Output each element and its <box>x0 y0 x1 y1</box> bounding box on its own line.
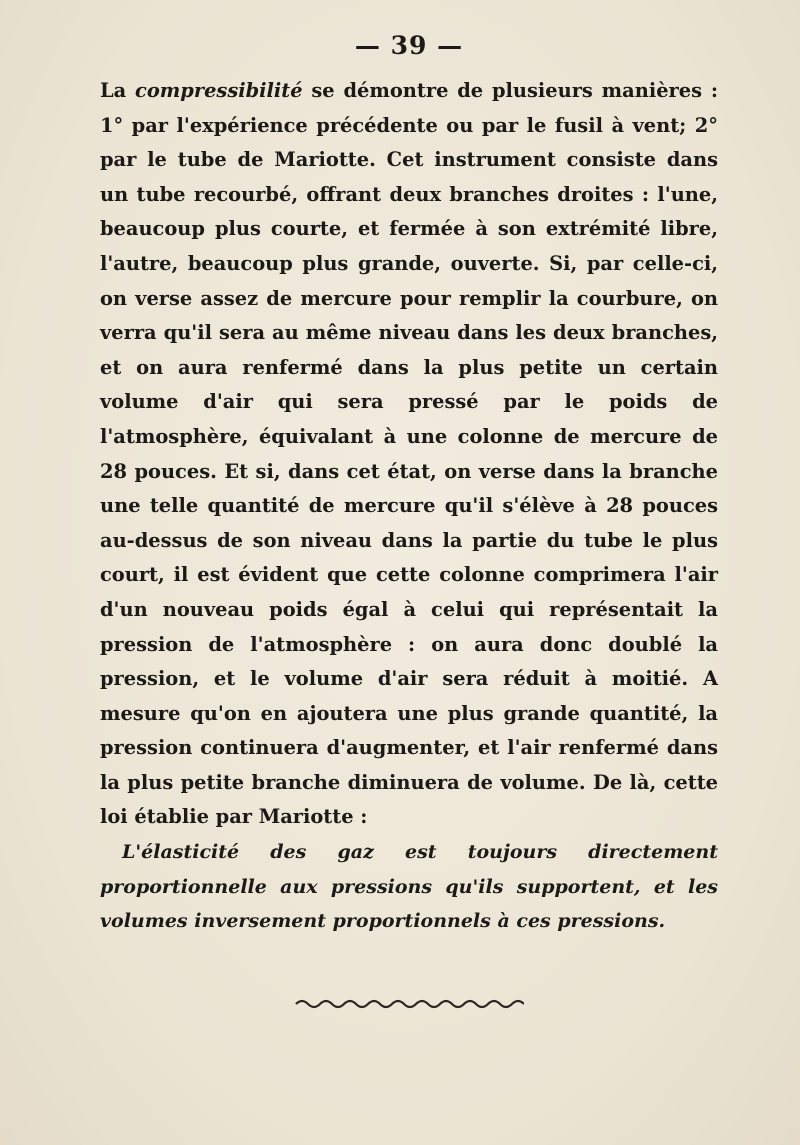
mariotte-law: L'élasticité des gaz est toujours directement proportionnelle aux pressions qu'ils supportent, et les volumes inversement proportionnels à ces pressions. <box>100 841 718 933</box>
main-paragraph <box>100 74 718 835</box>
page-number: — 39 — <box>354 31 464 60</box>
lead-article: La <box>100 79 136 102</box>
ornamental-divider <box>294 997 524 1011</box>
paragraph-text: se démontre de plusieurs manières : 1° par l'expérience précédente ou par le fusil à vent; 2° par le tube de Mariotte. Cet instrument consiste dans un tube recourbé, offrant deux branches droites : l'une, beaucoup plus courte, et fermée à son extrémité libre, l'autre, beaucoup plus grande, ouverte. Si, par celle-ci, on verse assez de mercure pour remplir la courbure, on verra qu'il sera au même niveau dans les deux branches, et on aura renfermé dans la plus petite un certain volume d'air qui sera pressé par le poids de l'atmosphère, équivalant à une colonne de mercure de 28 pouces. Et si, dans cet état, on verse dans la branche une telle quantité de mercure qu'il s'élève à 28 pouces au-dessus de son niveau dans la partie du tube le plus court, il est évident que cette colonne comprimera l'air d'un nouveau poids égal à celui qui représentait la pression de l'atmosphère : on aura donc doublé la pression, et le volume d'air sera réduit à moitié. A mesure qu'on en ajoutera une plus grande quantité, la pression continuera d'augmenter, et l'air renfermé dans la plus petite branche diminuera de volume. De là, cette loi établie par Mariotte : <box>100 79 718 829</box>
lead-term: compressibilité <box>135 79 303 102</box>
